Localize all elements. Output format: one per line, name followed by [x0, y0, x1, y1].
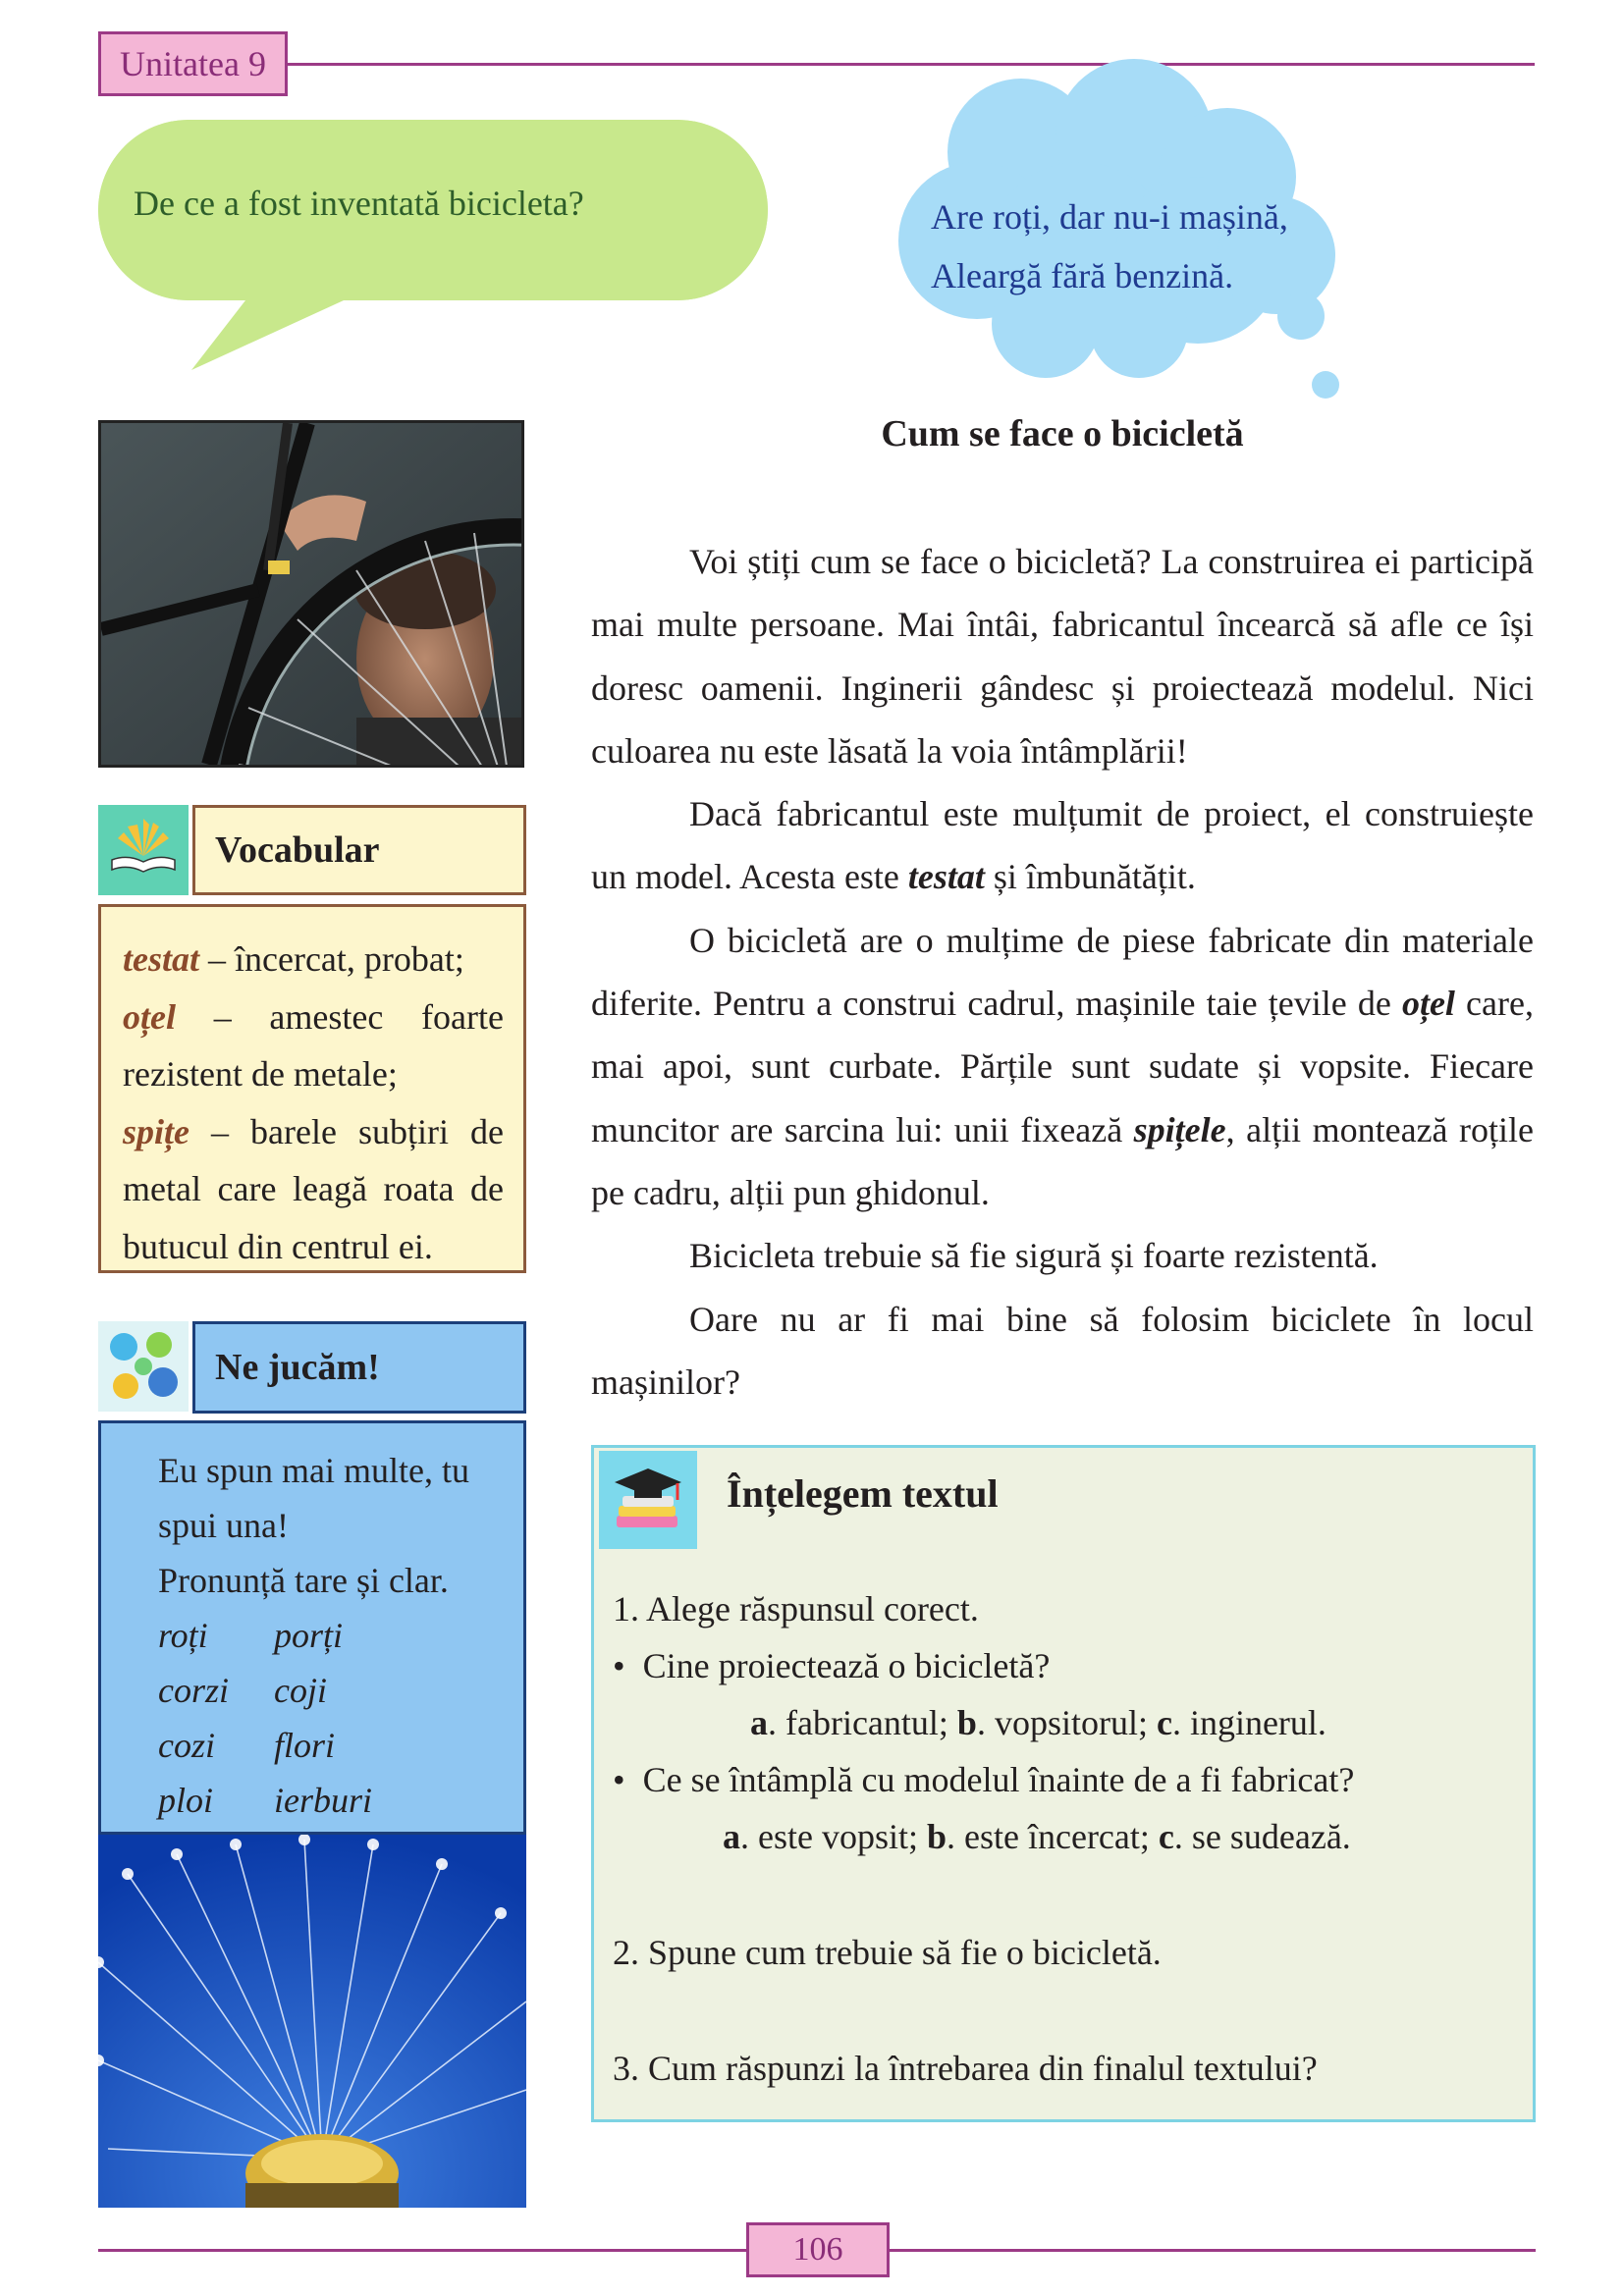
word-pair [123, 1718, 506, 1773]
question-1a-options [750, 1702, 1326, 1743]
dandelion-photo [98, 1835, 526, 2208]
vocabulary-heading: Vocabular [192, 805, 526, 895]
word-plural: porți [274, 1616, 344, 1655]
option-label: b [926, 1817, 947, 1856]
story-paragraph: Oare nu ar fi mai bine să folosim biciclete în locul mașinilor? [591, 1299, 1534, 1402]
word-pair [123, 1663, 506, 1718]
vocabulary-box [98, 904, 526, 1273]
story-text [591, 530, 1534, 1414]
question-text: Cine proiectează o bicicletă? [642, 1646, 1051, 1685]
vocabulary-entry [123, 988, 504, 1103]
vocabulary-term: testat [123, 939, 199, 979]
question-1a: • Cine proiectează o bicicletă? [613, 1646, 1051, 1685]
footer-rule-left [98, 2249, 746, 2252]
story-term: testat [907, 857, 985, 897]
word-pair [123, 1608, 506, 1663]
hands-icon [98, 1321, 189, 1412]
book-icon [98, 805, 189, 895]
vocabulary-entry [123, 1103, 504, 1276]
story-term: oțel [1401, 984, 1455, 1024]
option-label: c [1158, 1817, 1174, 1856]
option-text: . este vopsit; [740, 1817, 927, 1856]
story-text-run: O bicicletă are o mulțime de piese fabricate din materiale diferite. Pentru a construi cadrul, mașinile taie țevile de [591, 920, 1534, 1024]
vocabulary-term: oțel [123, 996, 176, 1037]
question-3: 3. Cum răspunzi la întrebarea din finalul textului? [613, 2049, 1318, 2088]
story-text-run: care, mai apoi, sunt curbate. Părțile sunt sudate și vopsite. Fiecare muncitor are sarcina lui: unii fixează [591, 984, 1534, 1149]
vocabulary-term: spițe [123, 1111, 189, 1151]
story-text-run: Dacă fabricantul este mulțumit de proiect, el construiește un model. Acesta este [591, 794, 1534, 897]
option-text: . este încercat; [947, 1817, 1159, 1856]
option-text: . vopsitorul; [976, 1703, 1157, 1742]
riddle-line-2: Aleargă fără benzină. [931, 256, 1234, 295]
comprehension-heading: Înțelegem textul [727, 1471, 999, 1516]
game-instruction: Pronunță tare și clar. [158, 1561, 449, 1600]
word-pair [123, 1773, 506, 1828]
question-2: 2. Spune cum trebuie să fie o bicicletă. [613, 1933, 1162, 1972]
option-text: . fabricantul; [768, 1703, 957, 1742]
story-paragraph [591, 782, 1534, 909]
riddle-line-1: Are roți, dar nu-i mașină, [931, 197, 1288, 237]
game-box [98, 1420, 526, 1835]
game-instruction: Eu spun mai multe, tu spui una! [158, 1451, 469, 1545]
word-plural: corzi [158, 1671, 229, 1710]
graduation-cap-icon [599, 1451, 697, 1549]
vocabulary-definition: – barele subțiri de metal care leagă roata de butucul din centrul ei. [123, 1111, 504, 1266]
word-plural: cozi [158, 1726, 215, 1765]
question-1: 1. Alege răspunsul corect. [613, 1589, 979, 1629]
story-title: Cum se face o bicicletă [881, 413, 1244, 454]
option-text: . inginerul. [1171, 1703, 1326, 1742]
story-text-run: , alții montează roțile pe cadru, alții pun ghidonul. [591, 1109, 1534, 1212]
page-number: 106 [746, 2222, 890, 2277]
option-label: a [723, 1817, 740, 1856]
word-plural: roți [158, 1616, 208, 1655]
question-1b: • Ce se întâmplă cu modelul înainte de a fi fabricat? [613, 1760, 1355, 1799]
option-label: a [750, 1703, 768, 1742]
game-heading: Ne jucăm! [192, 1321, 526, 1414]
question-1b-options [723, 1816, 1351, 1857]
word-plural: ierburi [274, 1781, 373, 1820]
story-paragraph: Voi știți cum se face o bicicletă? La construirea ei participă mai multe persoane. Mai întâi, fabricantul încearcă să afle ce își doresc oamenii. Inginerii gândesc și proiectează modelul. Nici culoarea nu este lăsată la voia întâmplării! [591, 542, 1534, 771]
unit-label: Unitatea 9 [98, 31, 288, 96]
story-paragraph [591, 909, 1534, 1224]
speech-bubble-tail [98, 120, 770, 375]
word-plural: ploi [158, 1781, 214, 1820]
option-label: b [956, 1703, 977, 1742]
vocabulary-definition: – amestec foarte rezistent de metale; [123, 996, 504, 1094]
vocabulary-entry [123, 931, 504, 988]
footer-rule-right [890, 2249, 1536, 2252]
option-text: . se sudează. [1173, 1817, 1351, 1856]
question-text: Ce se întâmplă cu modelul înainte de a fi fabricat? [642, 1760, 1355, 1799]
vocabulary-definition: – încercat, probat; [199, 939, 464, 979]
bicycle-mechanic-photo [98, 420, 524, 768]
word-plural: coji [274, 1671, 327, 1710]
story-paragraph: Bicicleta trebuie să fie sigură și foarte rezistentă. [689, 1236, 1379, 1276]
story-text-run: și îmbunătățit. [984, 857, 1196, 897]
option-label: c [1156, 1703, 1172, 1742]
speech-bubble-text: De ce a fost inventată bicicleta? [134, 184, 584, 223]
story-term: spițele [1133, 1109, 1226, 1149]
word-plural: flori [274, 1726, 336, 1765]
